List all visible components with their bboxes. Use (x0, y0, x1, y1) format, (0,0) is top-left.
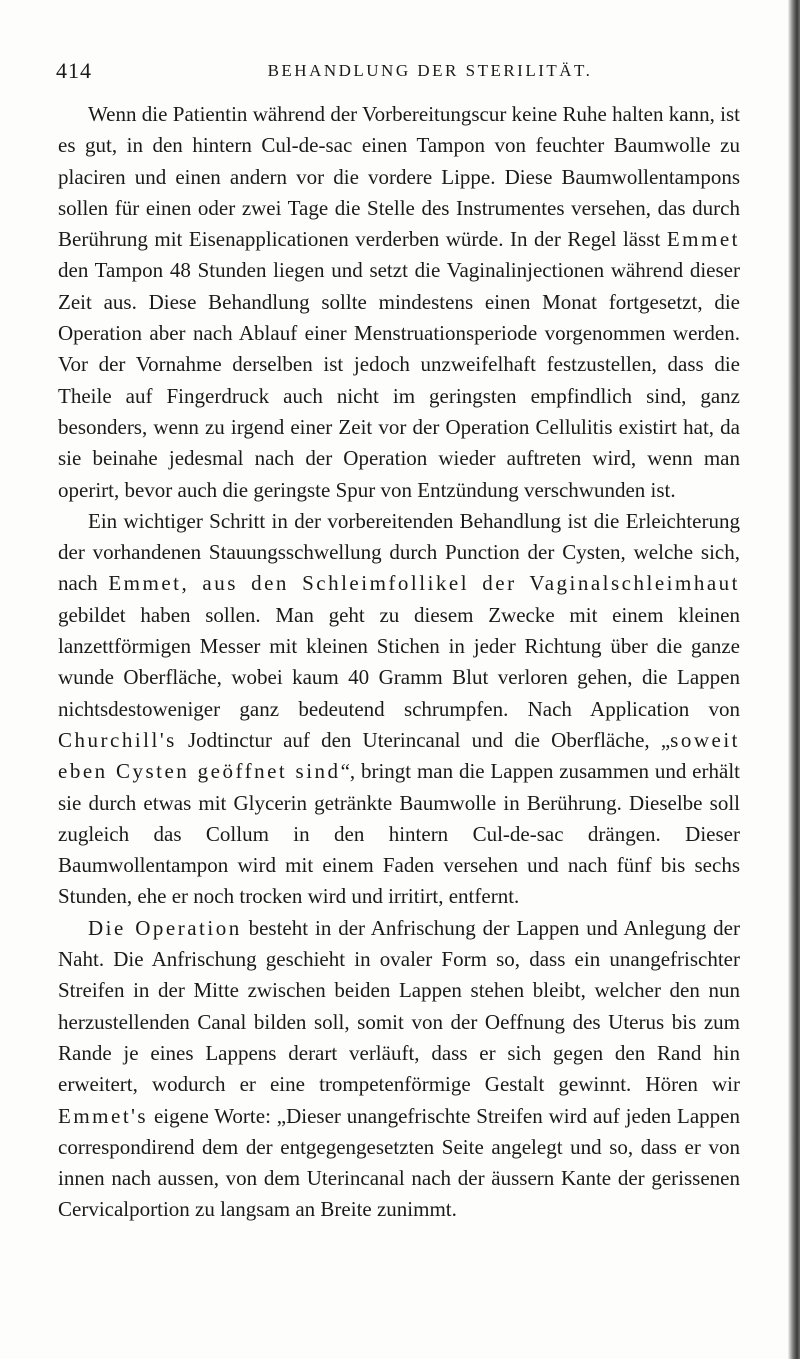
page-edge-shadow (788, 0, 800, 1359)
spaced-emphasis: soweit eben Cysten geöffnet sind (58, 727, 740, 784)
spaced-emphasis: Emmet, aus den Schleimfollikel der Vaginalschleimhaut (108, 571, 740, 596)
text-run: Ein wichtiger Schritt in der vorbereitenden Behandlung ist die Erleichterung der vorhandenen Stauungsschwellung durch Punction der Cysten, welche sich, nach (58, 508, 740, 596)
spaced-emphasis: Die Operation (88, 915, 242, 940)
page-header (56, 54, 746, 88)
body-text (58, 99, 740, 1226)
text-run: Jodtinctur auf den Uterincanal und die Oberfläche, „ (176, 727, 671, 752)
text-run: den Tampon 48 Stunden liegen und setzt die Vaginalinjectionen während dieser Zeit aus. Diese Behandlung sollte mindestens einen Monat fortgesetzt, die Operation aber nach Ablauf einer Menstruationsperiode vorgenommen werden. Vor der Vornahme derselben ist jedoch unzweifelhaft festzustellen, dass die Theile auf Fingerdruck auch nicht im geringsten empfindlich sind, ganz besonders, wenn zu irgend einer Zeit vor der Operation Cellulitis existirt hat, da sie beinahe jedesmal nach der Operation wieder auftreten wird, wenn man operirt, bevor auch die geringste Spur von Entzündung verschwunden ist. (58, 258, 740, 502)
text-run: gebildet haben sollen. Man geht zu diesem Zwecke mit einem kleinen lanzettförmigen Messer mit kleinen Stichen in jeder Richtung über die ganze wunde Oberfläche, wobei kaum 40 Gramm Blut verloren gehen, die Lappen nichtsdestoweniger ganz bedeutend schrumpfen. Nach Application von (58, 602, 740, 721)
text-run: besteht in der Anfrischung der Lappen und Anlegung der Naht. Die Anfrischung geschieht in ovaler Form so, dass ein unangefrischter Streifen in der Mitte zwischen beiden Lappen stehen bleibt, welcher den nun herzustellenden Canal bilden soll, somit von der Oeffnung des Uterus bis zum Rande je eines Lappens derart verläuft, dass er sich gegen den Rand hin erweitert, wodurch er eine trompetenförmige Gestalt gewinnt. Hören wir (58, 915, 741, 1097)
paragraph (58, 99, 740, 506)
paragraph (58, 506, 740, 913)
text-run: Wenn die Patientin während der Vorbereitungscur keine Ruhe halten kann, ist es gut, in den hintern Cul-de-sac einen Tampon von feuchter Baumwolle zu placiren und einen andern vor die vordere Lippe. Diese Baumwollentampons sollen für einen oder zwei Tage die Stelle des Instrumentes versehen, das durch Berührung mit Eisenapplicationen verderben würde. In der Regel lässt (58, 102, 740, 252)
text-run: eigene Worte: „Dieser unangefrischte Streifen wird auf jeden Lappen correspondirend dem der entgegengesetzten Seite angelegt und so, dass er von innen nach aussen, von dem Uterincanal nach der äussern Kante der gerissenen Cervicalportion zu langsam an Breite zunimmt. (58, 1103, 740, 1222)
spaced-name: Churchill's (58, 727, 177, 752)
page-number: 414 (56, 58, 92, 83)
running-head: BEHANDLUNG DER STERILITÄT. (267, 61, 593, 80)
text-run: “, bringt man die Lappen zusammen und erhält sie durch etwas mit Glycerin getränkte Baumwolle in Berührung. Dieselbe soll zugleich das Collum in den hintern Cul-de-sac drängen. Dieser Baumwollentampon wird mit einem Faden versehen und nach fünf bis sechs Stunden, ehe er noch trocken wird und irritirt, entfernt. (58, 759, 740, 909)
paragraph (58, 913, 740, 1226)
spaced-name: Emmet's (58, 1103, 149, 1128)
spaced-name: Emmet (666, 227, 740, 252)
